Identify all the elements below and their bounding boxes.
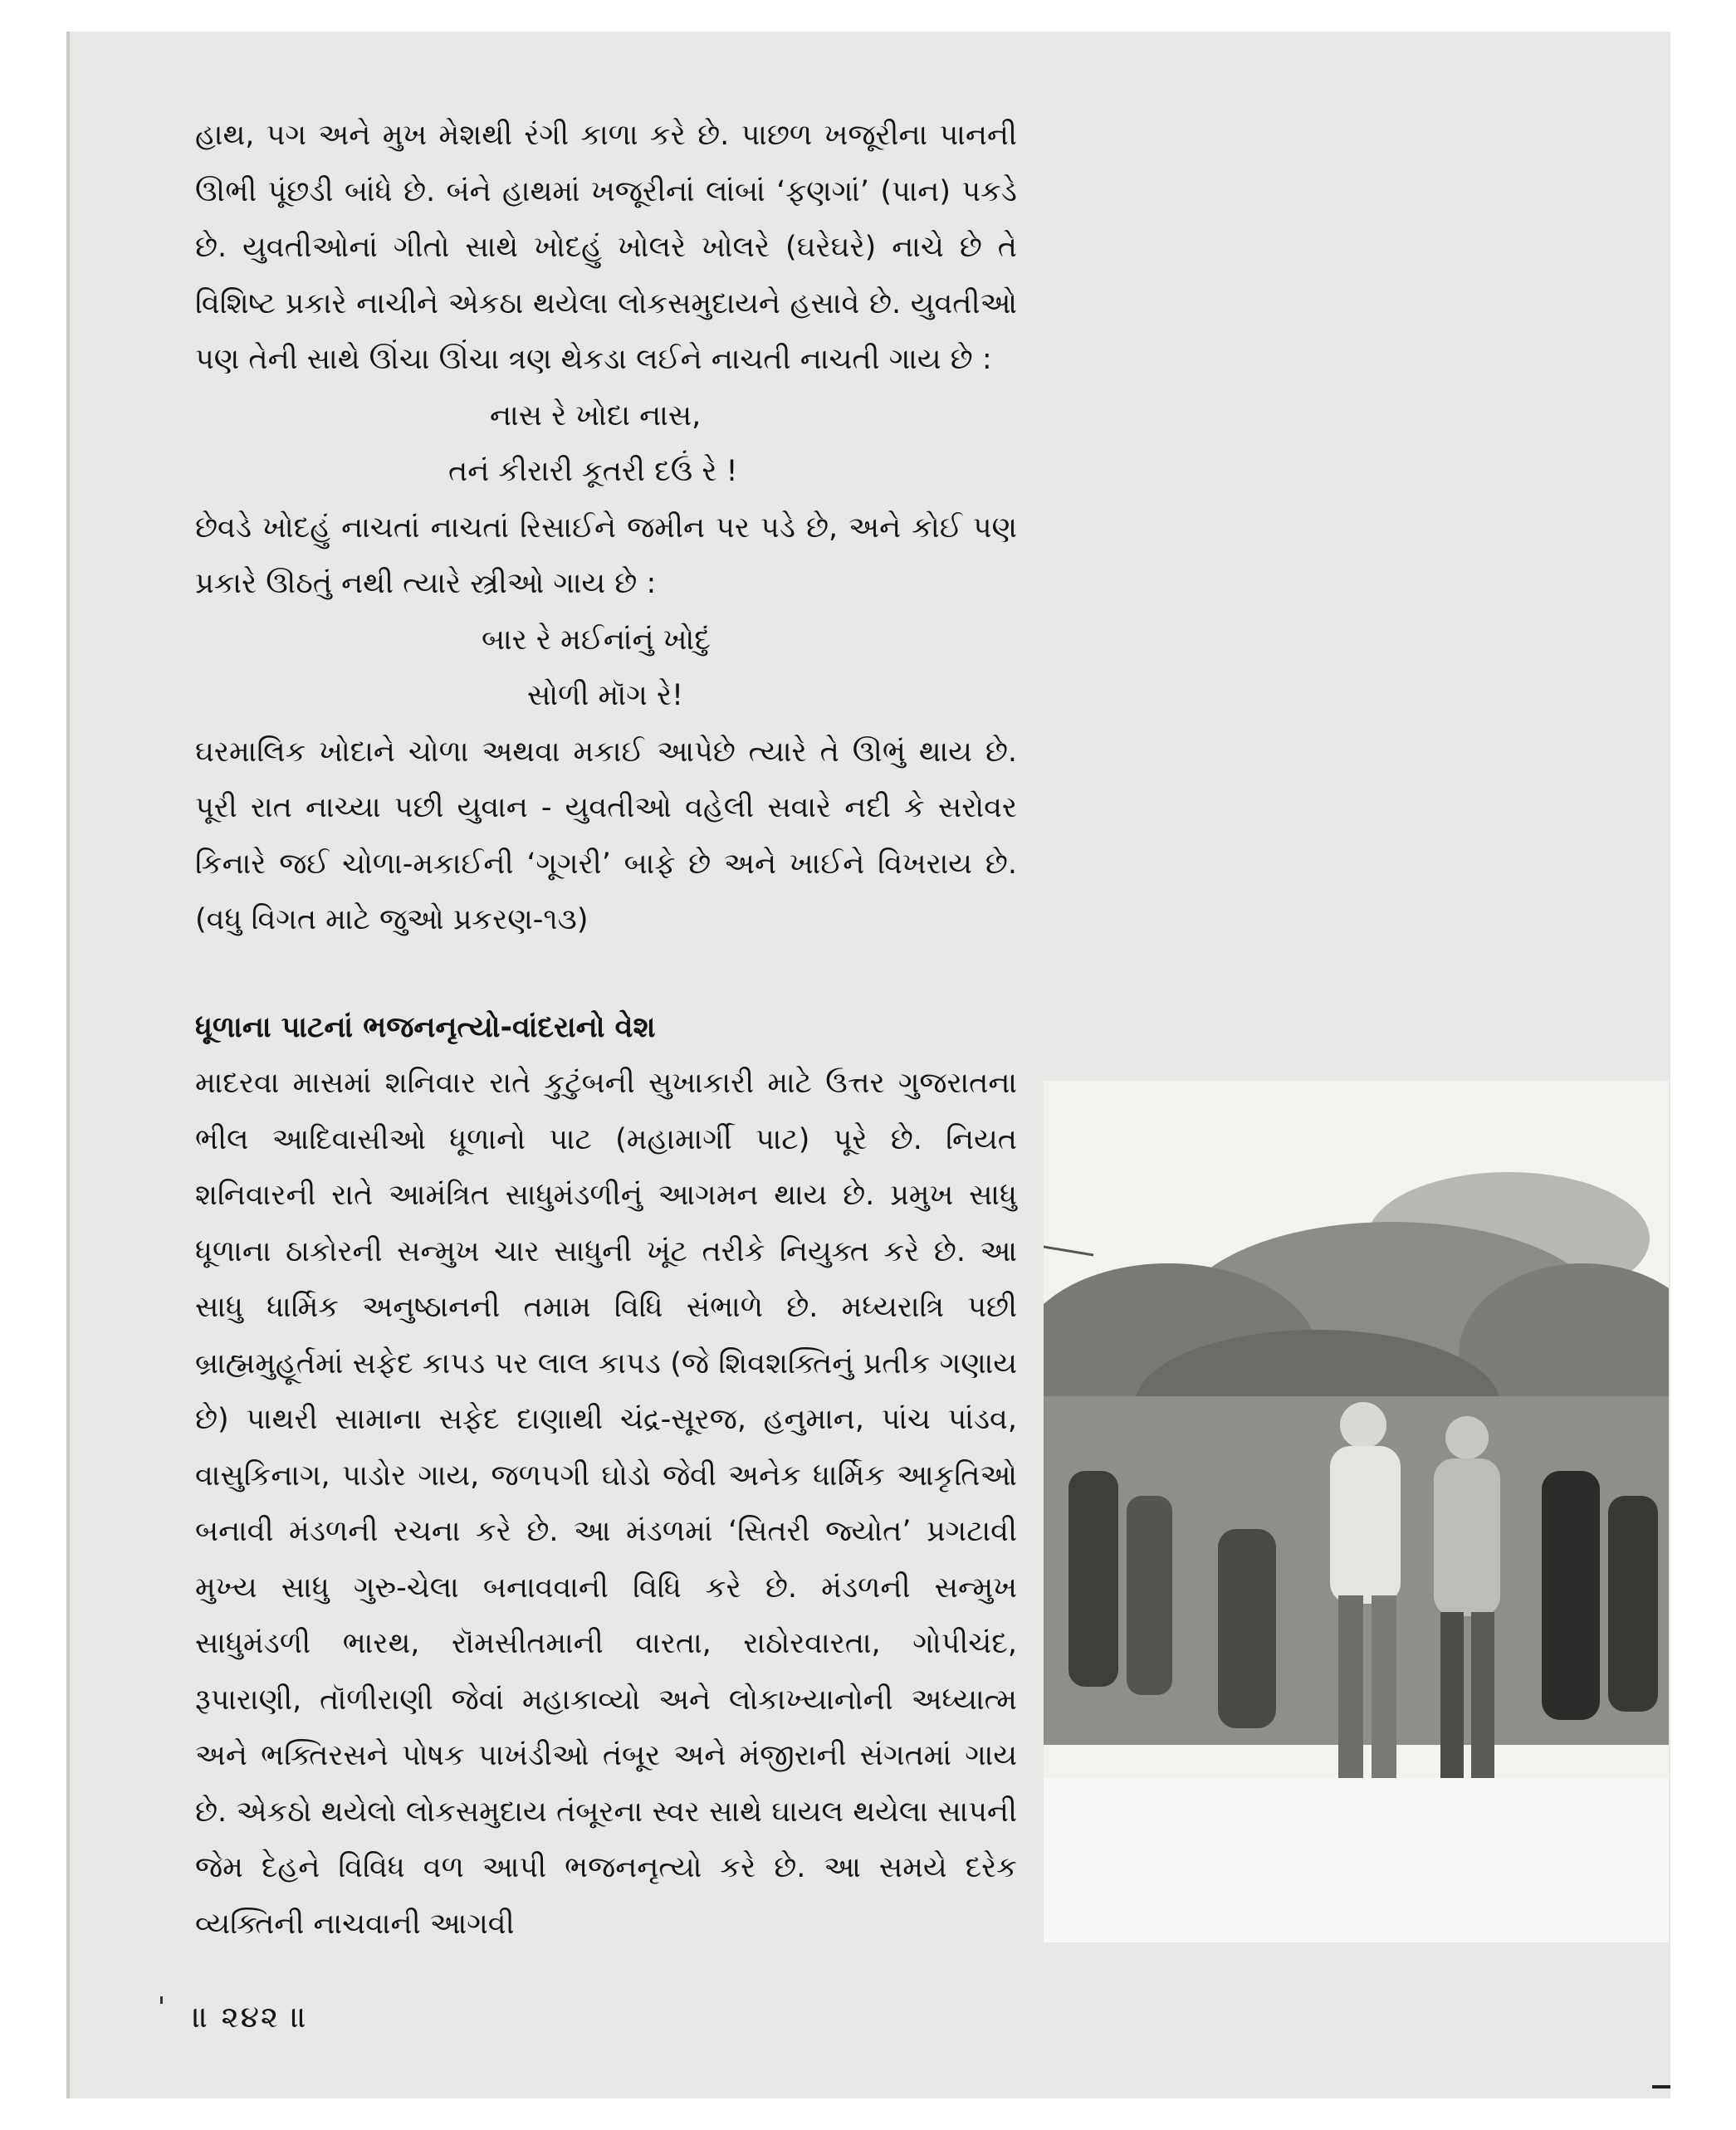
main-text-column bbox=[195, 108, 1017, 1952]
section-heading: ધૂળાના પાટનાં ભજનનૃત્યો-વાંદરાનો વેશ bbox=[195, 1010, 656, 1044]
paragraph-3: ઘરમાલિક ખોદાને ચોળા અથવા મકાઈ આપેછે ત્યારે તે ઊભું થાય છે. પૂરી રાત નાચ્યા પછી યુવાન - યુવતીઓ વહેલી સવારે નદી કે સરોવર કિનારે જઈ ચોળા-મકાઈની ‘ગૂગરી’ બાફે છે અને ખાઈને વિખરાય છે. (વધુ વિગત માટે જુઓ પ્રકરણ-૧૩) bbox=[195, 735, 1017, 936]
verse-1-line-2: તનં કીરારી કૂતરી દઉં રે ! bbox=[448, 455, 738, 488]
verse-1-line-1: નાસ રે ખોદા નાસ, bbox=[490, 398, 702, 432]
page-edge bbox=[66, 32, 70, 2098]
verse-2-line-2: સોળી મૉગ રે! bbox=[527, 679, 684, 712]
paragraph-2: છેવડે ખોદહું નાચતાં નાચતાં રિસાઈને જમીન પર પડે છે, અને કોઈ પણ પ્રકારે ઊઠતું નથી ત્યારે સ્ત્રીઓ ગાય છે : bbox=[195, 511, 1017, 600]
margin-mark bbox=[160, 1996, 163, 2004]
section-gap bbox=[195, 949, 1017, 1000]
ground bbox=[1044, 1778, 1669, 1942]
paragraph-4: માદરવા માસમાં શનિવાર રાતે કુટુંબની સુખાકારી માટે ઉત્તર ગુજરાતના ભીલ આદિવાસીઓ ધૂળાનો પાટ (મહામાર્ગી પાટ) પૂરે છે. નિયત શનિવારની રાતે આમંત્રિત સાધુમંડળીનું આગમન થાય છે. પ્રમુખ સાધુ ધૂળાના ઠાકોરની સન્મુખ ચાર સાધુની ખૂંટ તરીકે નિયુક્ત કરે છે. આ સાધુ ધાર્મિક અનુષ્ઠાનની તમામ વિધિ સંભાળે છે. મધ્યરાત્રિ પછી બ્રાહ્મમુહૂર્તમાં સફેદ કાપડ પર લાલ કાપડ (જે શિવશક્તિનું પ્રતીક ગણાય છે) પાથરી સામાના સફેદ દાણાથી ચંદ્ર-સૂરજ, હનુમાન, પાંચ પાંડવ, વાસુકિનાગ, પાડોર ગાય, જળપગી ઘોડો જેવી અનેક ધાર્મિક આકૃતિઓ બનાવી મંડળની રચના કરે છે. આ મંડળમાં ‘સિતરી જ્યોત’ પ્રગટાવી મુખ્ય સાધુ ગુરુ-ચેલા બનાવવાની વિધિ કરે છે. મંડળની સન્મુખ સાધુમંડળી ભારથ, રૉમસીતમાની વારતા, રાઠોરવારતા, ગોપીચંદ, રૂપારાણી, તૉળીરાણી જેવાં મહાકાવ્યો અને લોકાખ્યાનોની અધ્યાત્મ અને ભક્તિરસને પોષક પાખંડીઓ તંબૂર અને મંજીરાની સંગતમાં ગાય છે. એકઠો થયેલો લોકસમુદાય તંબૂરના સ્વર સાથે ઘાયલ થયેલા સાપની જેમ દેહને વિવિધ વળ આપી ભજનનૃત્યો કરે છે. આ સમયે દરેક વ્યક્તિની નાચવાની આગવી bbox=[195, 1067, 1017, 1941]
corner-rule bbox=[1652, 2085, 1670, 2088]
paragraph-1: હાથ, પગ અને મુખ મેશથી રંગી કાળા કરે છે. પાછળ ખજૂરીના પાનની ઊભી પૂંછડી બાંધે છે. બંને હાથમાં ખજૂરીનાં લાંબાં ‘ફણગાં’ (પાન) પકડે છે. યુવતીઓનાં ગીતો સાથે ખોદહું ખોલરે ખોલરે (ઘરેઘરે) નાચે છે તે વિશિષ્ટ પ્રકારે નાચીને એકઠા થયેલા લોકસમુદાયને હસાવે છે. યુવતીઓ પણ તેની સાથે ઊંચા ઊંચા ત્રણ થેકડા લઈને નાચતી નાચતી ગાય છે : bbox=[195, 119, 1017, 376]
verse-2-line-1: બાર રે મઈનાંનું ખોદું bbox=[482, 623, 711, 657]
dance-photo-drawing bbox=[1044, 1081, 1669, 1942]
dance-photo bbox=[1044, 1081, 1669, 1942]
page-number: ॥ ૨૪૨ ॥ bbox=[193, 2001, 309, 2035]
